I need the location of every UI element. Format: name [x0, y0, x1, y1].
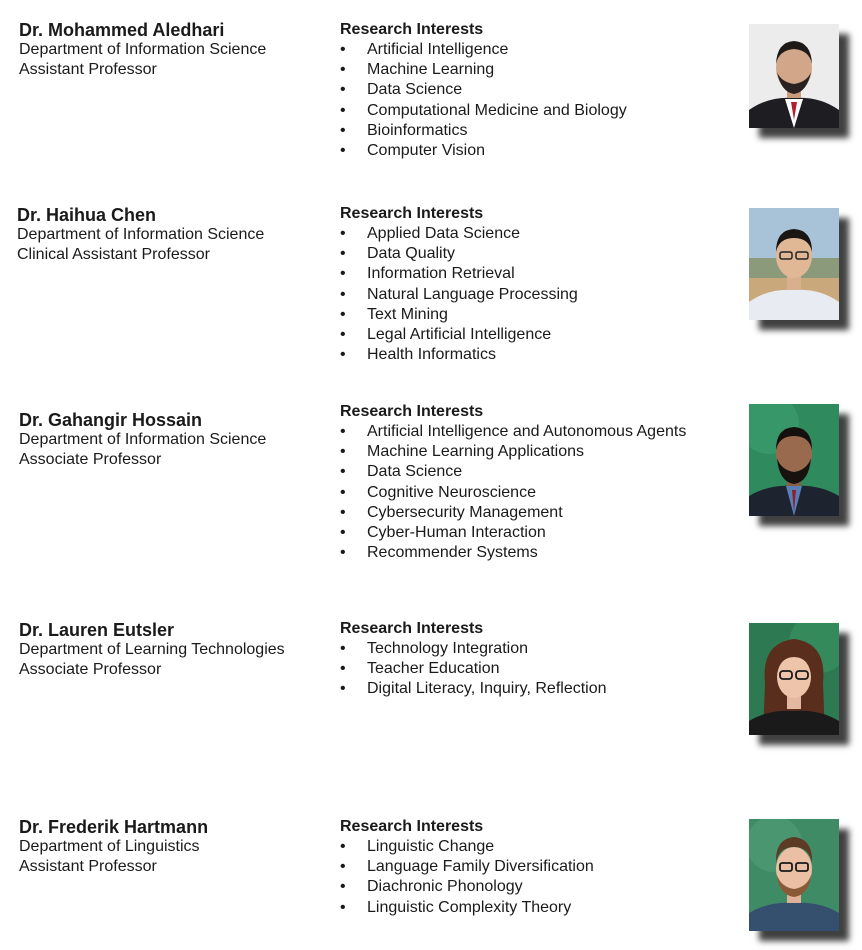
- interest-list: [340, 639, 607, 700]
- bullet: •: [340, 640, 346, 657]
- interest-item: [340, 244, 578, 264]
- interest-text: Teacher Education: [367, 660, 500, 678]
- interest-item: [340, 60, 627, 80]
- faculty-photo: [749, 24, 839, 128]
- faculty-name: Dr. Haihua Chen: [17, 205, 157, 225]
- interest-text: Applied Data Science: [367, 225, 520, 242]
- bullet: •: [340, 285, 346, 303]
- interest-list: [340, 40, 627, 161]
- bullet: •: [340, 305, 346, 323]
- interest-text: Language Family Diversification: [367, 858, 594, 876]
- interest-item: [340, 442, 686, 462]
- interest-item: [340, 80, 627, 100]
- bullet: •: [340, 680, 346, 698]
- bullet: •: [340, 838, 346, 855]
- interest-item: [340, 639, 607, 659]
- bullet: •: [340, 245, 346, 263]
- faculty-title: Clinical Assistant Professor: [17, 246, 210, 263]
- research-interests: [340, 817, 594, 918]
- interest-item: [340, 543, 686, 563]
- interest-item: [340, 898, 594, 918]
- research-interests-heading: Research Interests: [340, 818, 484, 835]
- bullet: •: [340, 878, 346, 896]
- bullet: •: [340, 81, 346, 99]
- faculty-info: [19, 20, 266, 80]
- faculty-info: [19, 817, 208, 877]
- interest-item: [340, 121, 627, 141]
- bullet: •: [340, 326, 346, 344]
- interest-text: Diachronic Phonology: [367, 878, 523, 896]
- interest-text: Information Retrieval: [367, 265, 515, 283]
- interest-item: [340, 264, 578, 284]
- bullet: •: [340, 265, 346, 283]
- portrait-image: [749, 24, 839, 128]
- research-interests-heading: Research Interests: [340, 21, 484, 38]
- faculty-name: Dr. Frederik Hartmann: [19, 817, 209, 837]
- interest-text: Text Mining: [367, 305, 448, 323]
- interest-item: [340, 659, 607, 679]
- portrait-image: [749, 623, 839, 735]
- interest-text: Machine Learning: [367, 61, 495, 79]
- interest-item: [340, 305, 578, 325]
- bullet: •: [340, 544, 346, 562]
- interest-text: Computational Medicine and Biology: [367, 101, 627, 119]
- research-interests: [340, 619, 607, 700]
- bullet: •: [340, 898, 346, 916]
- interest-text: Data Quality: [367, 245, 456, 263]
- interest-item: [340, 679, 607, 699]
- interest-text: Cybersecurity Management: [367, 503, 563, 521]
- bullet: •: [340, 346, 346, 364]
- bullet: •: [340, 61, 346, 79]
- interest-item: [340, 483, 686, 503]
- faculty-name: Dr. Lauren Eutsler: [19, 620, 175, 640]
- faculty-info: [19, 620, 285, 680]
- portrait-image: [749, 819, 839, 931]
- interest-text: Digital Literacy, Inquiry, Reflection: [367, 680, 607, 698]
- interest-item: [340, 345, 578, 365]
- interest-item: [340, 877, 594, 897]
- faculty-title: Associate Professor: [19, 451, 162, 468]
- interest-text: Legal Artificial Intelligence: [367, 326, 552, 344]
- portrait-image: [749, 404, 839, 516]
- bullet: •: [340, 225, 346, 242]
- interest-list: [340, 422, 686, 563]
- faculty-department: Department of Information Science: [19, 41, 267, 58]
- research-interests: [340, 20, 627, 161]
- bullet: •: [340, 101, 346, 119]
- bullet: •: [340, 443, 346, 461]
- interest-text: Computer Vision: [367, 142, 485, 160]
- bullet: •: [340, 41, 346, 58]
- faculty-department: Department of Information Science: [19, 431, 267, 448]
- faculty-name: Dr. Mohammed Aledhari: [19, 20, 225, 40]
- interest-item: [340, 462, 686, 482]
- interest-item: [340, 503, 686, 523]
- interest-item: [340, 40, 627, 60]
- interest-text: Machine Learning Applications: [367, 443, 585, 461]
- bullet: •: [340, 142, 346, 160]
- bullet: •: [340, 483, 346, 501]
- faculty-title: Associate Professor: [19, 661, 162, 678]
- faculty-title: Assistant Professor: [19, 61, 157, 78]
- interest-list: [340, 837, 594, 918]
- bullet: •: [340, 524, 346, 542]
- interest-text: Cyber-Human Interaction: [367, 524, 546, 542]
- faculty-photo: [749, 208, 839, 320]
- interest-item: [340, 325, 578, 345]
- interest-text: Linguistic Complexity Theory: [367, 898, 572, 916]
- interest-item: [340, 857, 594, 877]
- research-interests: [340, 204, 578, 365]
- interest-item: [340, 224, 578, 244]
- faculty-department: Department of Linguistics: [19, 838, 200, 855]
- interest-text: Artificial Intelligence and Autonomous Agents: [367, 423, 687, 440]
- bullet: •: [340, 660, 346, 678]
- research-interests-heading: Research Interests: [340, 620, 484, 637]
- bullet: •: [340, 858, 346, 876]
- interest-text: Bioinformatics: [367, 121, 468, 139]
- faculty-photo: [749, 623, 839, 735]
- interest-text: Natural Language Processing: [367, 285, 578, 303]
- research-interests-heading: Research Interests: [340, 403, 484, 420]
- interest-text: Technology Integration: [367, 640, 528, 657]
- faculty-title: Assistant Professor: [19, 858, 157, 875]
- faculty-department: Department of Learning Technologies: [19, 641, 285, 658]
- research-interests-heading: Research Interests: [340, 205, 484, 222]
- interest-text: Recommender Systems: [367, 544, 538, 562]
- research-interests: [340, 402, 686, 563]
- bullet: •: [340, 503, 346, 521]
- faculty-name: Dr. Gahangir Hossain: [19, 410, 203, 430]
- interest-text: Artificial Intelligence: [367, 41, 509, 58]
- bullet: •: [340, 463, 346, 481]
- interest-text: Data Science: [367, 463, 463, 481]
- interest-item: [340, 837, 594, 857]
- interest-item: [340, 523, 686, 543]
- interest-item: [340, 101, 627, 121]
- faculty-photo: [749, 404, 839, 516]
- interest-text: Cognitive Neuroscience: [367, 483, 536, 501]
- interest-item: [340, 141, 627, 161]
- bullet: •: [340, 423, 346, 440]
- interest-text: Data Science: [367, 81, 463, 99]
- bullet: •: [340, 121, 346, 139]
- interest-list: [340, 224, 578, 365]
- faculty-info: [19, 410, 266, 470]
- faculty-photo: [749, 819, 839, 931]
- interest-text: Health Informatics: [367, 346, 496, 364]
- interest-item: [340, 285, 578, 305]
- faculty-department: Department of Information Science: [17, 226, 265, 243]
- interest-item: [340, 422, 686, 442]
- portrait-image: [749, 208, 839, 320]
- interest-text: Linguistic Change: [367, 838, 495, 855]
- faculty-info: [17, 205, 264, 265]
